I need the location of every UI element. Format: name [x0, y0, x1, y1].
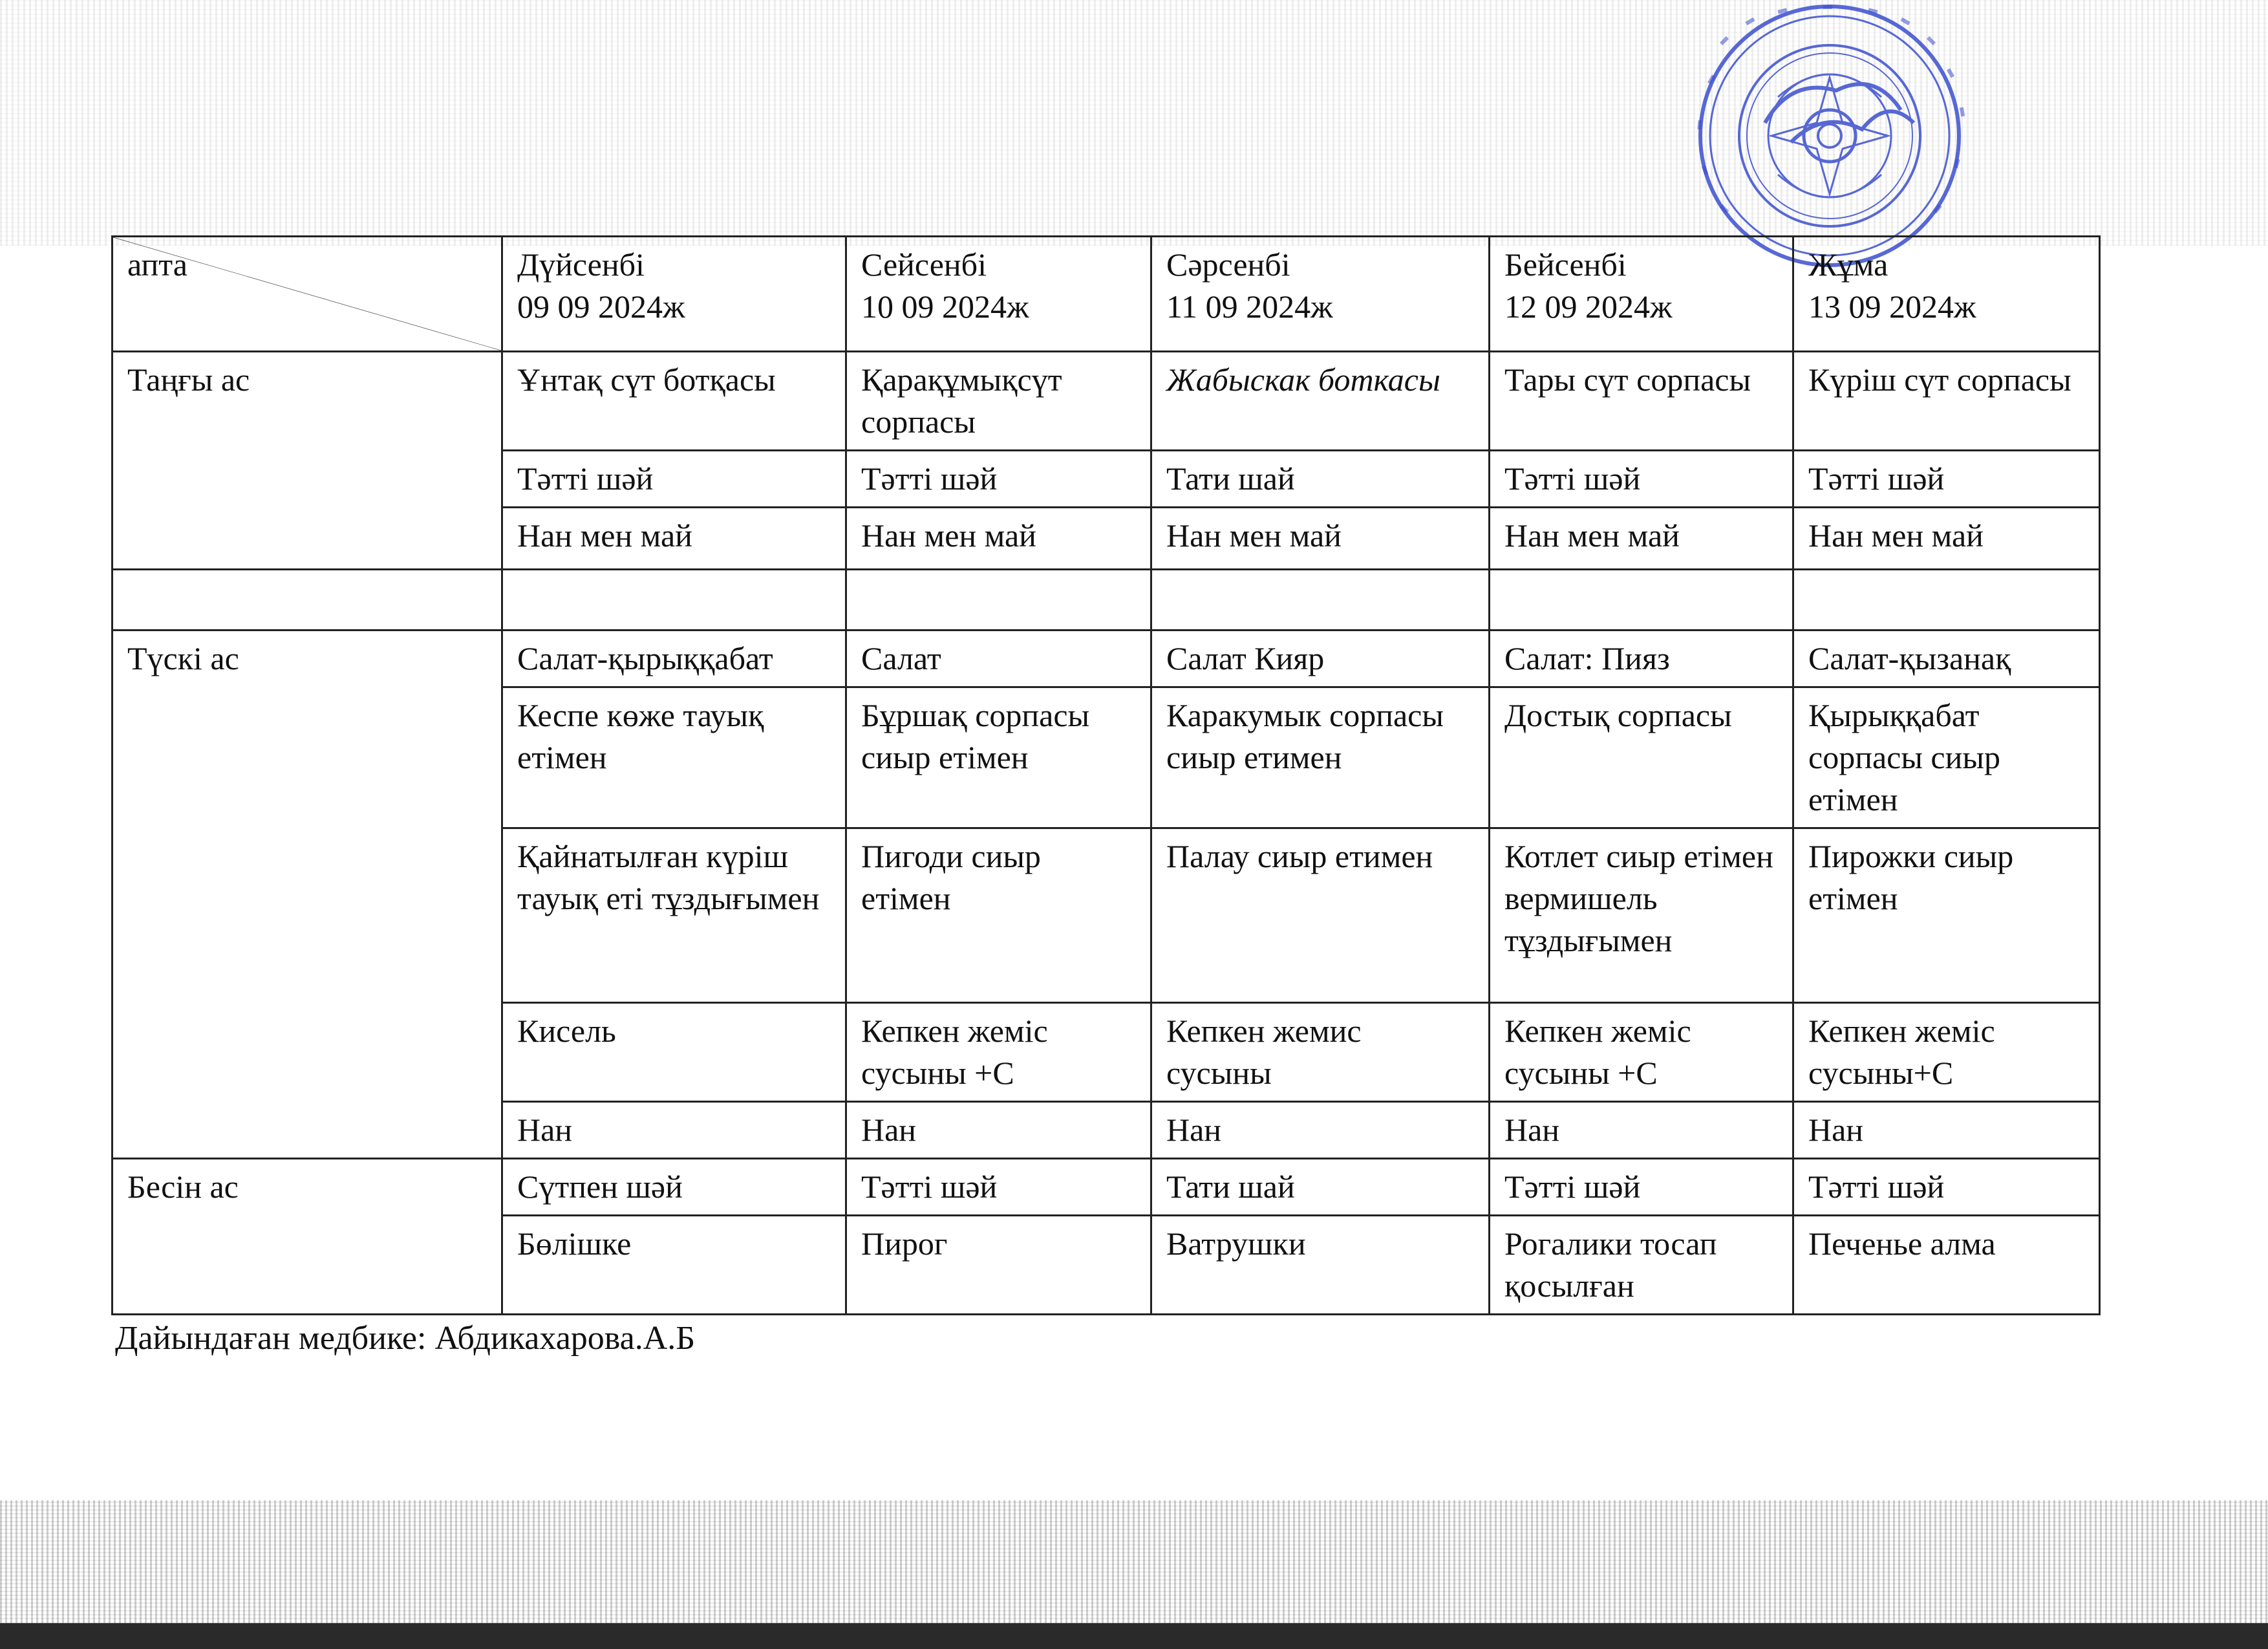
menu-cell: Ұнтақ сүт ботқасы — [502, 352, 846, 451]
menu-cell: Салат-қызанақ — [1793, 630, 2100, 687]
menu-cell: Нан — [1151, 1102, 1490, 1159]
menu-cell: Котлет сиыр етімен вермишель тұздығымен — [1490, 828, 1793, 1003]
meal-label-snack: Бесін ас — [112, 1159, 502, 1315]
menu-cell: Ватрушки — [1151, 1216, 1490, 1315]
menu-cell: Салат — [846, 630, 1151, 687]
scan-noise-bottom — [0, 1500, 2268, 1623]
menu-cell: Тәтті шәй — [1793, 451, 2100, 508]
empty-cell — [112, 570, 502, 630]
menu-cell: Кеспе көже тауық етімен — [502, 687, 846, 828]
menu-cell: Кепкен жеміс сусыны+С — [1793, 1003, 2100, 1102]
menu-cell: Нан мен май — [1490, 508, 1793, 570]
menu-cell: Нан — [1490, 1102, 1793, 1159]
menu-cell: Нан мен май — [502, 508, 846, 570]
menu-cell: Жабыскак боткасы — [1151, 352, 1490, 451]
menu-cell: Нан мен май — [846, 508, 1151, 570]
menu-cell: Каракумык сорпасы сиыр етимен — [1151, 687, 1490, 828]
day-header: Сейсенбі 10 09 2024ж — [846, 237, 1151, 352]
prepared-by-note: Дайындаған медбике: Абдикахарова.А.Б — [115, 1320, 696, 1357]
day-header: Сәрсенбі 11 09 2024ж — [1151, 237, 1490, 352]
menu-cell: Салат Кияр — [1151, 630, 1490, 687]
meal-label-breakfast: Таңғы ас — [112, 352, 502, 570]
menu-cell: Нан мен май — [1793, 508, 2100, 570]
menu-cell: Қарақұмықсүт сорпасы — [846, 352, 1151, 451]
menu-cell: Қырыққабат сорпасы сиыр етімен — [1793, 687, 2100, 828]
empty-row — [112, 570, 2100, 630]
menu-cell: Достық сорпасы — [1490, 687, 1793, 828]
menu-cell: Кепкен жемис сусыны — [1151, 1003, 1490, 1102]
corner-label: апта — [127, 246, 187, 283]
menu-cell: Кепкен жеміс сусыны +С — [846, 1003, 1151, 1102]
menu-cell: Сүтпен шәй — [502, 1159, 846, 1216]
day-header: Жұма 13 09 2024ж — [1793, 237, 2100, 352]
scan-bottom-edge — [0, 1623, 2268, 1649]
official-stamp — [1681, 0, 1978, 272]
empty-cell — [1490, 570, 1793, 630]
table-row — [112, 1159, 2100, 1216]
menu-cell: Нан мен май — [1151, 508, 1490, 570]
meal-label-lunch: Түскі ас — [112, 630, 502, 1159]
menu-cell: Салат-қырыққабат — [502, 630, 846, 687]
menu-cell: Нан — [846, 1102, 1151, 1159]
menu-cell: Тати шай — [1151, 451, 1490, 508]
menu-cell: Печенье алма — [1793, 1216, 2100, 1315]
menu-cell: Тәтті шәй — [502, 451, 846, 508]
empty-cell — [502, 570, 846, 630]
menu-cell: Бұршақ сорпасы сиыр етімен — [846, 687, 1151, 828]
header-row — [112, 237, 2100, 352]
menu-cell: Палау сиыр етимен — [1151, 828, 1490, 1003]
menu-cell: Кепкен жеміс сусыны +С — [1490, 1003, 1793, 1102]
menu-cell: Бөлішке — [502, 1216, 846, 1315]
menu-cell: Күріш сүт сорпасы — [1793, 352, 2100, 451]
empty-cell — [1151, 570, 1490, 630]
empty-cell — [846, 570, 1151, 630]
menu-cell: Пигоди сиыр етімен — [846, 828, 1151, 1003]
menu-cell: Салат: Пияз — [1490, 630, 1793, 687]
menu-cell: Рогалики тосап қосылған — [1490, 1216, 1793, 1315]
menu-cell: Пирог — [846, 1216, 1151, 1315]
menu-cell: Тәтті шәй — [846, 451, 1151, 508]
menu-cell: Тәтті шәй — [1490, 1159, 1793, 1216]
empty-cell — [1793, 570, 2100, 630]
corner-cell — [112, 237, 502, 352]
day-header: Бейсенбі 12 09 2024ж — [1490, 237, 1793, 352]
menu-cell: Тәтті шәй — [1490, 451, 1793, 508]
menu-cell: Тәтті шәй — [846, 1159, 1151, 1216]
table-row — [112, 630, 2100, 687]
menu-table — [111, 235, 2101, 1315]
menu-cell: Кисель — [502, 1003, 846, 1102]
day-header: Дүйсенбі 09 09 2024ж — [502, 237, 846, 352]
menu-cell: Нан — [502, 1102, 846, 1159]
menu-cell: Нан — [1793, 1102, 2100, 1159]
menu-cell: Пирожки сиыр етімен — [1793, 828, 2100, 1003]
menu-cell: Қайнатылған күріш тауық еті тұздығымен — [502, 828, 846, 1003]
menu-cell: Тәтті шәй — [1793, 1159, 2100, 1216]
table-row — [112, 352, 2100, 451]
menu-cell: Тати шай — [1151, 1159, 1490, 1216]
menu-cell: Тары сүт сорпасы — [1490, 352, 1793, 451]
